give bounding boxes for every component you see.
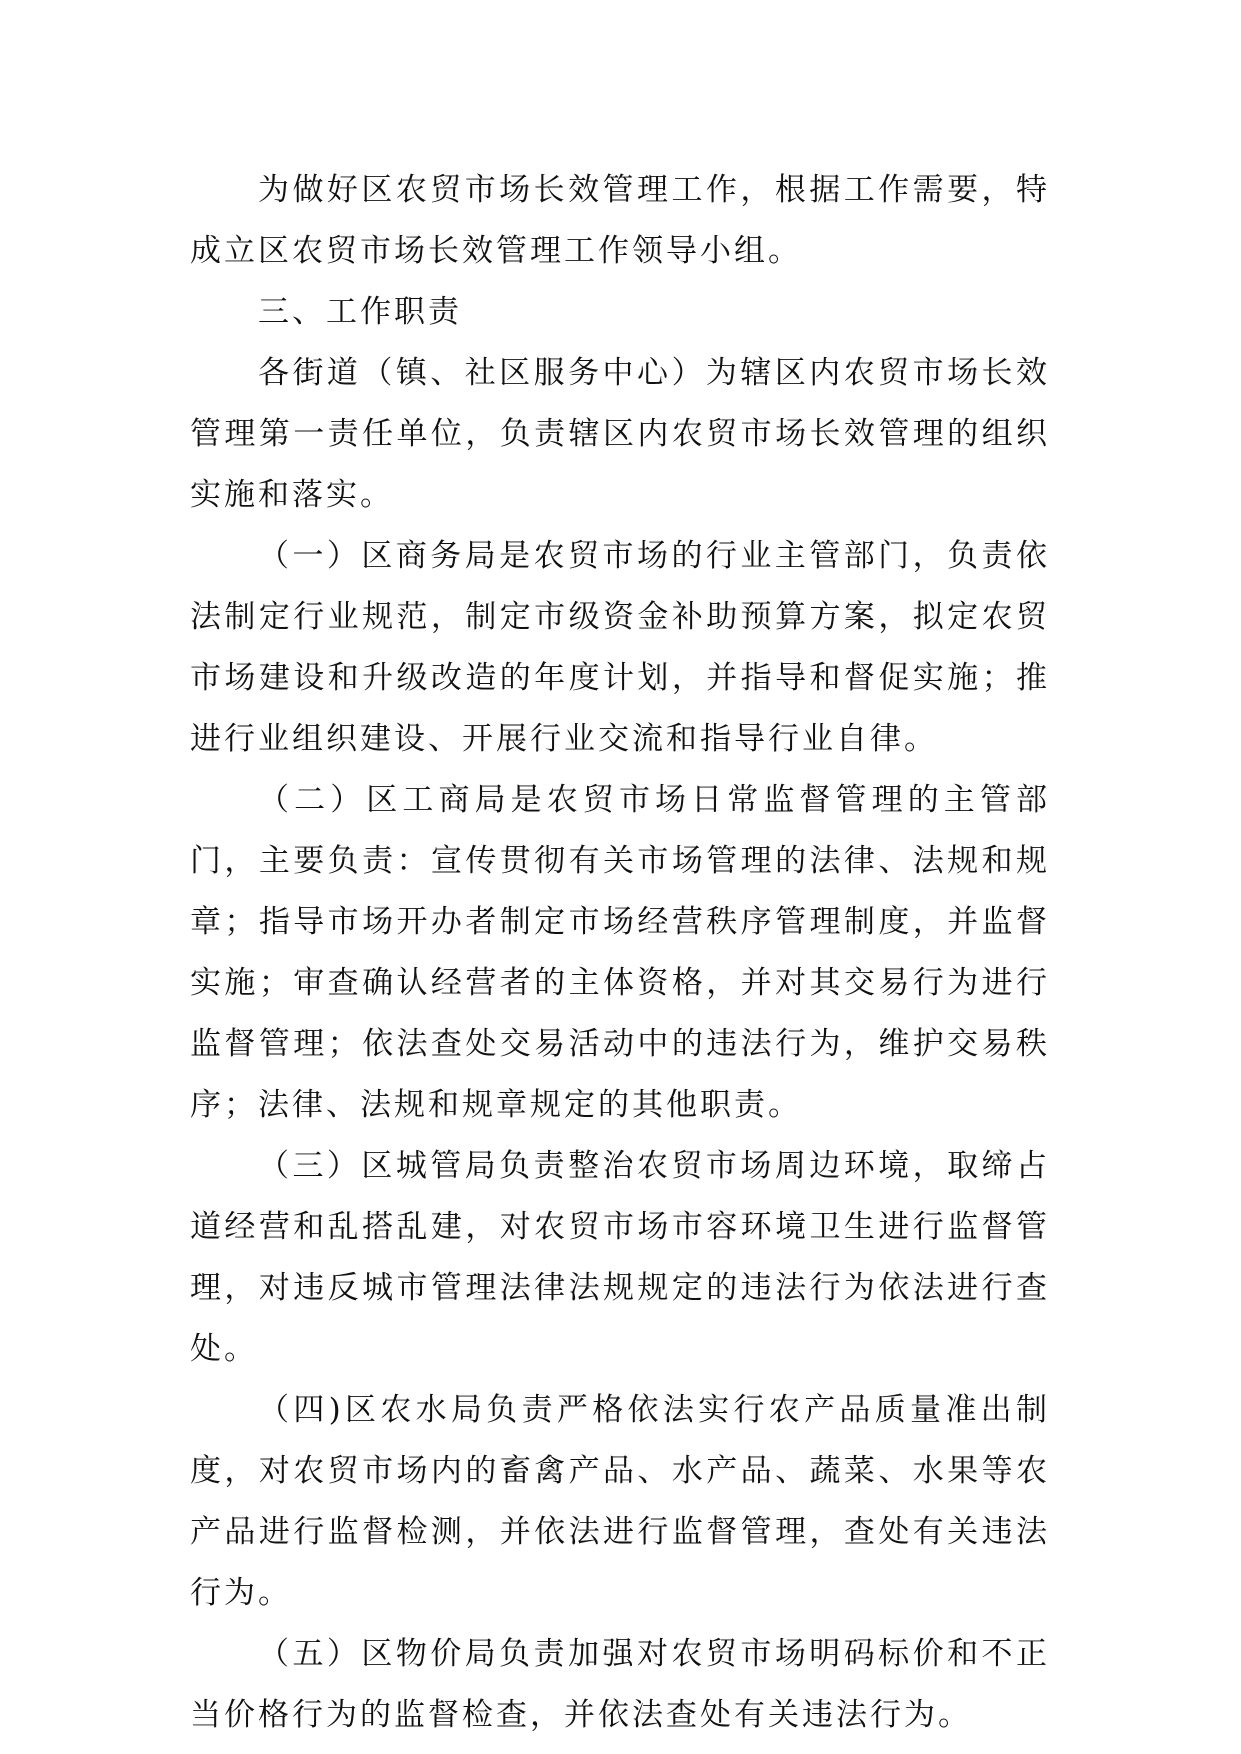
paragraph-intro: 为做好区农贸市场长效管理工作，根据工作需要，特成立区农贸市场长效管理工作领导小组。	[190, 172, 1050, 269]
paragraph-street-responsibility: 各街道（镇、社区服务中心）为辖区内农贸市场长效管理第一责任单位，负责辖区内农贸市场长效管理的组织实施和落实。	[190, 355, 1050, 513]
paragraph-industry-commerce-bureau: （二）区工商局是农贸市场日常监督管理的主管部门，主要负责：宣传贯彻有关市场管理的法律、法规和规章；指导市场开办者制定市场经营秩序管理制度，并监督实施；审查确认经营者的主体资格，并对其交易行为进行监督管理；依法查处交易活动中的违法行为，维护交易秩序；法律、法规和规章规定的其他职责。	[190, 782, 1050, 1123]
paragraph-urban-management-bureau: （三）区城管局负责整治农贸市场周边环境，取缔占道经营和乱搭乱建，对农贸市场市容环境卫生进行监督管理，对违反城市管理法律法规规定的违法行为依法进行查处。	[190, 1148, 1050, 1367]
paragraph-price-bureau: （五）区物价局负责加强对农贸市场明码标价和不正当价格行为的监督检查，并依法查处有关违法行为。	[190, 1636, 1050, 1733]
document-body	[190, 160, 1050, 1746]
section-heading-work-duties: 三、工作职责	[258, 294, 462, 330]
paragraph-agriculture-water-bureau: （四)区农水局负责严格依法实行农产品质量准出制度，对农贸市场内的畜禽产品、水产品、蔬菜、水果等农产品进行监督检测，并依法进行监督管理，查处有关违法行为。	[190, 1392, 1050, 1611]
paragraph-commerce-bureau: （一）区商务局是农贸市场的行业主管部门，负责依法制定行业规范，制定市级资金补助预算方案，拟定农贸市场建设和升级改造的年度计划，并指导和督促实施；推进行业组织建设、开展行业交流和指导行业自律。	[190, 538, 1050, 757]
